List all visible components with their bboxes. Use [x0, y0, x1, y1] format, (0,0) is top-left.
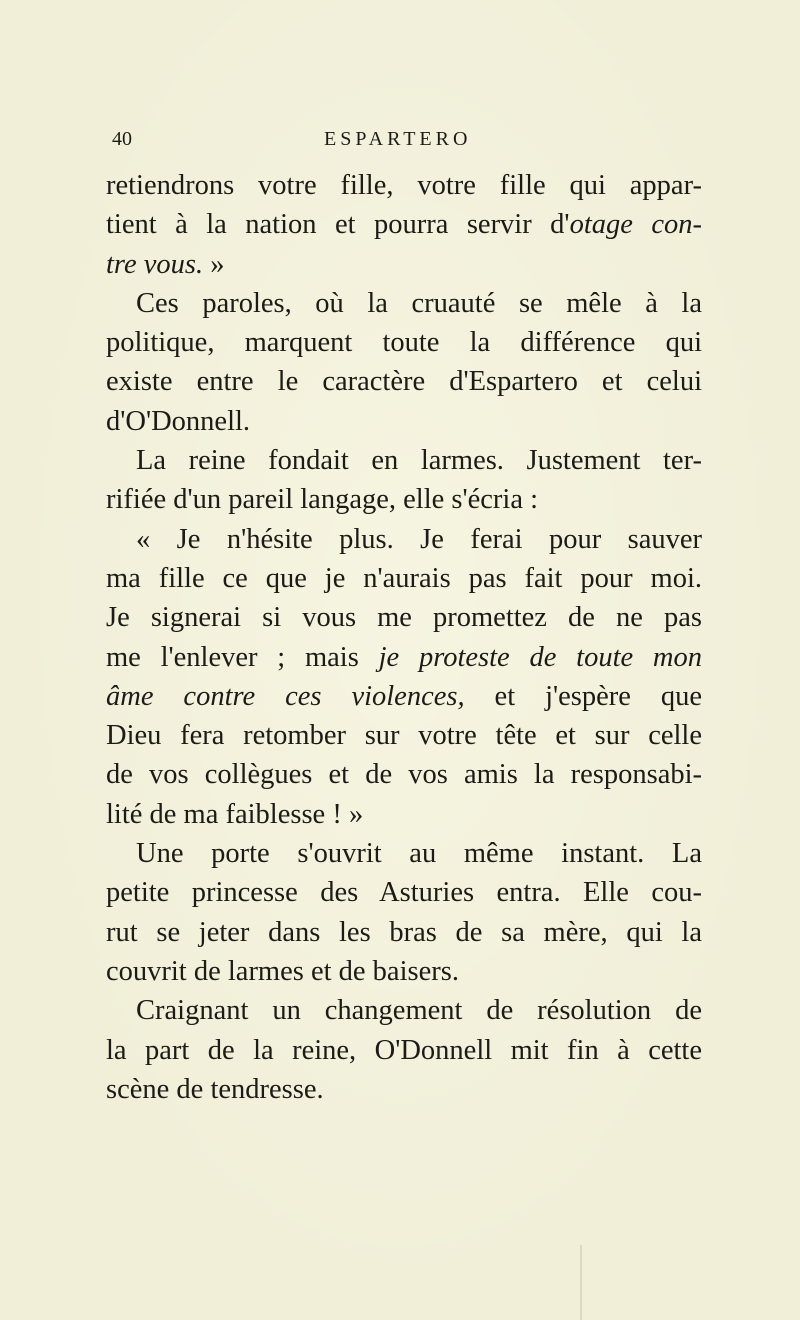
text-line: d'O'Donnell. [106, 405, 251, 437]
body-text [106, 166, 702, 1109]
text-line: tre vous. » [106, 248, 225, 280]
paragraph-first-line: Craignant un changement de résolution de [136, 995, 702, 1027]
text-line: âme contre ces violences, et j'espère que [106, 680, 702, 712]
text-line: Dieu fera retomber sur votre tête et sur celle [106, 720, 702, 752]
text-line: scène de tendresse. [106, 1073, 324, 1105]
text-line: politique, marquent toute la différence qui [106, 327, 702, 359]
text-line: Je signerai si vous me promettez de ne pas [106, 602, 702, 634]
page-edge-shadow [580, 1245, 582, 1320]
text-line: de vos collègues et de vos amis la responsabi- [106, 759, 702, 791]
text-line: tient à la nation et pourra servir d'otage con- [106, 209, 702, 241]
text-line: rifiée d'un pareil langage, elle s'écria : [106, 484, 539, 516]
text-line: la part de la reine, O'Donnell mit fin à cette [106, 1034, 702, 1066]
running-title: ESPARTERO [324, 128, 472, 150]
text-line: retiendrons votre fille, votre fille qui appar- [106, 170, 702, 201]
text-line: existe entre le caractère d'Espartero et celui [106, 366, 702, 398]
text-line: petite princesse des Asturies entra. Elle cou- [106, 877, 702, 909]
paragraph-first-line: Ces paroles, où la cruauté se mêle à la [136, 287, 702, 319]
page-header [100, 128, 700, 156]
text-line: ma fille ce que je n'aurais pas fait pour moi. [106, 562, 702, 594]
paragraph-first-line: Une porte s'ouvrit au même instant. La [136, 838, 702, 870]
text-line: couvrit de larmes et de baisers. [106, 955, 459, 987]
text-line: lité de ma faiblesse ! » [106, 798, 364, 830]
text-line: me l'enlever ; mais je proteste de toute mon [106, 641, 702, 673]
paragraph-first-line: « Je n'hésite plus. Je ferai pour sauver [136, 523, 702, 555]
paragraph-first-line: La reine fondait en larmes. Justement ter- [136, 445, 702, 477]
text-line: rut se jeter dans les bras de sa mère, qui la [106, 916, 702, 948]
page-number: 40 [112, 128, 132, 150]
